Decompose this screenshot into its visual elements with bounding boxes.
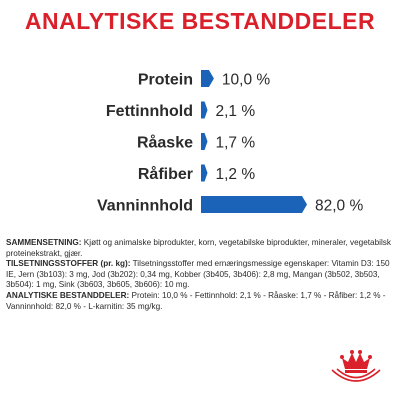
additives-heading: TILSETNINGSSTOFFER (pr. kg):: [6, 259, 131, 269]
additives-body: Tilsetningsstoffer med ernæringsmessige egenskaper: Vitamin D3: 150 IE, Jern (3b103): 3 mg, Jod (3b202): 0,34 mg, Kobber (3b405, 3b406): 2,8 mg, Mangan (3b502, 3b503, 3b504): 1 mg, Sink (3b603, 3b605, 3b606): 10 mg.: [6, 259, 390, 290]
value-label: 2,1 %: [215, 103, 256, 120]
value-label: 1,2 %: [215, 166, 256, 183]
composition-paragraph: [6, 238, 394, 259]
category-label: Vanninnhold: [97, 197, 193, 215]
bar: [201, 70, 214, 87]
composition-heading: SAMMENSETNING:: [6, 238, 82, 247]
bar: [201, 102, 208, 119]
category-label: Råaske: [136, 134, 193, 152]
additives-paragraph: [6, 259, 394, 291]
analysis-body: Protein: 10,0 % - Fettinnhold: 2,1 % - Råaske: 1,7 % - Råfiber: 1,2 % - Vanninnhold: 82,0 % - L-karnitin: 35 mg/kg.: [6, 290, 386, 311]
value-label: 10,0 %: [221, 71, 271, 89]
analysis-heading: ANALYTISKE BESTANDDELER:: [6, 290, 130, 300]
analysis-paragraph: [6, 291, 394, 312]
category-label: Fettinnhold: [105, 103, 193, 120]
chart-title: ANALYTISKE BESTANDDELER: [24, 8, 376, 34]
royal-canin-crown-logo-icon: [328, 342, 384, 392]
nutrient-bar-chart: [0, 60, 400, 235]
value-label: 1,7 %: [215, 134, 256, 152]
value-label: 82,0 %: [315, 197, 364, 215]
category-label: Råfiber: [137, 166, 193, 183]
composition-text: [6, 238, 394, 312]
bar: [201, 165, 208, 182]
bar: [201, 133, 208, 150]
composition-body: Kjøtt og animalske biprodukter, korn, vegetabilske biprodukter, mineraler, vegetabilsk proteinekstrakt, gjær.: [6, 238, 391, 258]
bar: [201, 196, 307, 213]
category-label: Protein: [137, 71, 193, 89]
